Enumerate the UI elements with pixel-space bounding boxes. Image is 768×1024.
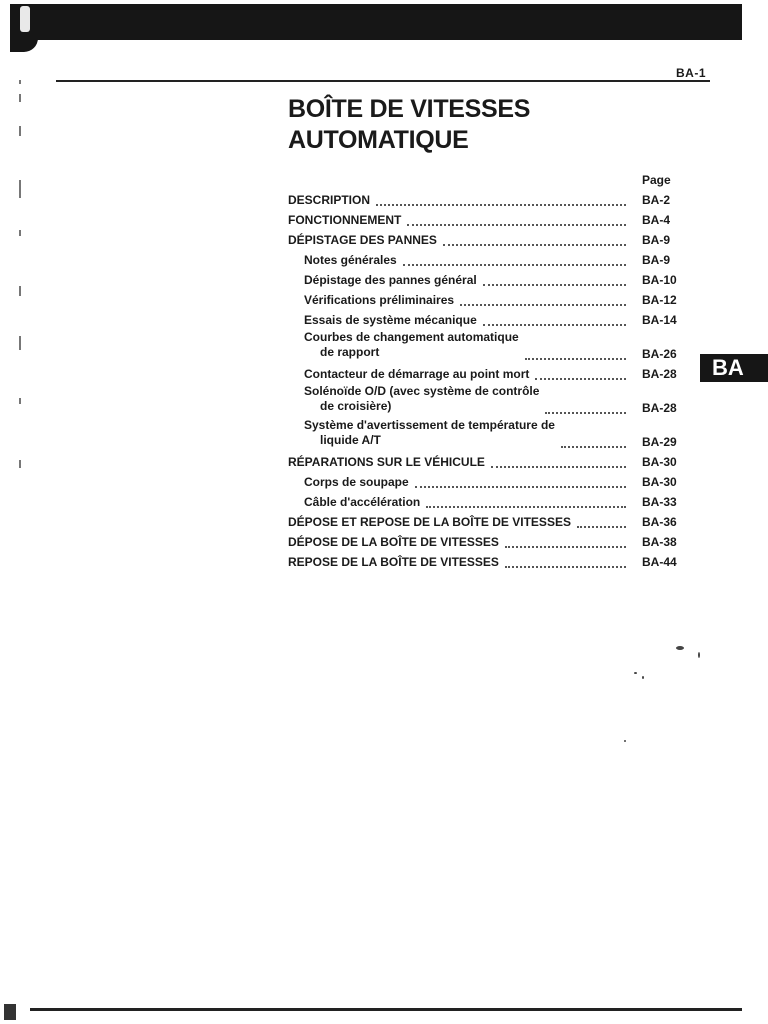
toc-entry <box>288 492 688 512</box>
toc-entry-label-line-2: de croisière) <box>320 399 392 413</box>
binding-margin-marks <box>16 80 24 580</box>
scan-speck <box>698 652 700 658</box>
toc-entry-label-line-1: Notes générales <box>304 253 397 267</box>
toc-entry-label <box>304 293 454 308</box>
toc-entry <box>288 230 688 250</box>
toc-entry-label-line-1: RÉPARATIONS SUR LE VÉHICULE <box>288 455 485 469</box>
toc-entry-label <box>288 233 437 248</box>
toc-entry-label <box>304 495 420 510</box>
toc-entry-label-line-1: Courbes de changement automatique <box>304 330 519 344</box>
toc-entry <box>288 552 688 572</box>
page-title-line-1: BOÎTE DE VITESSES <box>288 95 531 123</box>
scan-speck <box>642 676 644 679</box>
toc-leader-dots <box>483 324 626 326</box>
toc-leader-dots <box>407 224 626 226</box>
toc-entry <box>288 364 688 384</box>
scan-speck <box>676 646 684 650</box>
toc-entry-label-line-1: Dépistage des pannes général <box>304 273 477 287</box>
toc-entry-page: BA-38 <box>642 535 677 549</box>
toc-leader-dots <box>545 412 626 414</box>
toc-entry-page: BA-2 <box>642 193 671 207</box>
toc-leader-dots <box>415 486 626 488</box>
toc-entry-page: BA-26 <box>642 347 677 361</box>
toc-entry-page: BA-9 <box>642 233 671 247</box>
toc-entry-page: BA-44 <box>642 555 677 569</box>
table-of-contents <box>288 190 688 572</box>
toc-entry-label <box>288 555 499 570</box>
toc-entry-label <box>304 367 529 382</box>
toc-entry-label <box>304 313 477 328</box>
binder-tab <box>20 6 30 32</box>
toc-entry-label-line-1: Corps de soupape <box>304 475 409 489</box>
toc-entry-label-line-2: de rapport <box>320 345 380 359</box>
toc-entry-label <box>304 253 397 268</box>
scan-bottom-corner <box>4 1004 16 1020</box>
toc-entry-label <box>304 418 555 448</box>
toc-entry-label <box>304 384 539 414</box>
toc-entry-label <box>288 213 401 228</box>
footer-rule <box>30 1008 742 1011</box>
toc-leader-dots <box>376 204 626 206</box>
toc-entry-page: BA-30 <box>642 455 677 469</box>
toc-entry-page: BA-12 <box>642 293 677 307</box>
scan-top-bar-notch <box>10 38 38 52</box>
toc-leader-dots <box>460 304 626 306</box>
toc-entry-label-line-1: REPOSE DE LA BOÎTE DE VITESSES <box>288 555 499 569</box>
toc-entry <box>288 310 688 330</box>
toc-leader-dots <box>561 446 626 448</box>
toc-entry-page: BA-4 <box>642 213 671 227</box>
toc-entry <box>288 190 688 210</box>
toc-entry-label-line-1: DÉPOSE DE LA BOÎTE DE VITESSES <box>288 535 499 549</box>
toc-entry-label <box>288 193 370 208</box>
toc-entry-label-line-1: Contacteur de démarrage au point mort <box>304 367 530 381</box>
toc-entry <box>288 384 688 418</box>
toc-entry-label-line-1: DÉPISTAGE DES PANNES <box>288 233 437 247</box>
page-title-line-2: AUTOMATIQUE <box>288 126 469 154</box>
toc-leader-dots <box>483 284 626 286</box>
toc-leader-dots <box>505 546 626 548</box>
toc-entry-label <box>288 455 485 470</box>
toc-entry-label-line-1: Vérifications préliminaires <box>304 293 455 307</box>
scan-top-bar <box>10 4 742 40</box>
toc-entry <box>288 532 688 552</box>
toc-leader-dots <box>505 566 626 568</box>
header-rule <box>56 80 710 82</box>
toc-leader-dots <box>403 264 626 266</box>
toc-entry-label <box>288 515 571 530</box>
toc-leader-dots <box>577 526 626 528</box>
toc-entry-label-line-1: DESCRIPTION <box>288 193 371 207</box>
page-code: BA-1 <box>676 66 707 80</box>
section-side-tab-label: BA <box>712 355 744 380</box>
toc-entry-page: BA-10 <box>642 273 677 287</box>
toc-entry-label <box>304 475 409 490</box>
page-title <box>288 94 530 156</box>
toc-entry-label-line-1: Solénoïde O/D (avec système de contrôle <box>304 384 540 398</box>
toc-leader-dots <box>525 358 626 360</box>
toc-entry <box>288 210 688 230</box>
toc-entry-label-line-2: liquide A/T <box>320 433 381 447</box>
page-column-header: Page <box>642 173 671 187</box>
toc-entry <box>288 290 688 310</box>
scan-speck <box>634 672 637 674</box>
toc-entry <box>288 330 688 364</box>
toc-entry <box>288 512 688 532</box>
toc-entry-label-line-1: Câble d'accélération <box>304 495 421 509</box>
toc-entry-label-line-1: DÉPOSE ET REPOSE DE LA BOÎTE DE VITESSES <box>288 515 571 529</box>
toc-leader-dots <box>535 378 626 380</box>
toc-leader-dots <box>443 244 626 246</box>
toc-entry-page: BA-30 <box>642 475 677 489</box>
toc-entry <box>288 250 688 270</box>
toc-entry-page: BA-28 <box>642 401 677 415</box>
toc-entry-page: BA-9 <box>642 253 671 267</box>
toc-entry-page: BA-14 <box>642 313 677 327</box>
toc-entry-page: BA-29 <box>642 435 677 449</box>
toc-entry-label <box>304 330 519 360</box>
toc-leader-dots <box>426 506 626 508</box>
toc-entry-page: BA-33 <box>642 495 677 509</box>
toc-entry-label <box>288 535 499 550</box>
toc-entry-label <box>304 273 477 288</box>
toc-leader-dots <box>491 466 626 468</box>
toc-entry-page: BA-28 <box>642 367 677 381</box>
scan-speck <box>624 740 626 742</box>
toc-entry-label-line-1: FONCTIONNEMENT <box>288 213 402 227</box>
toc-entry-label-line-1: Système d'avertissement de température de <box>304 418 555 432</box>
toc-entry-page: BA-36 <box>642 515 677 529</box>
toc-entry-label-line-1: Essais de système mécanique <box>304 313 477 327</box>
toc-entry <box>288 270 688 290</box>
toc-entry <box>288 472 688 492</box>
toc-entry <box>288 452 688 472</box>
toc-entry <box>288 418 688 452</box>
